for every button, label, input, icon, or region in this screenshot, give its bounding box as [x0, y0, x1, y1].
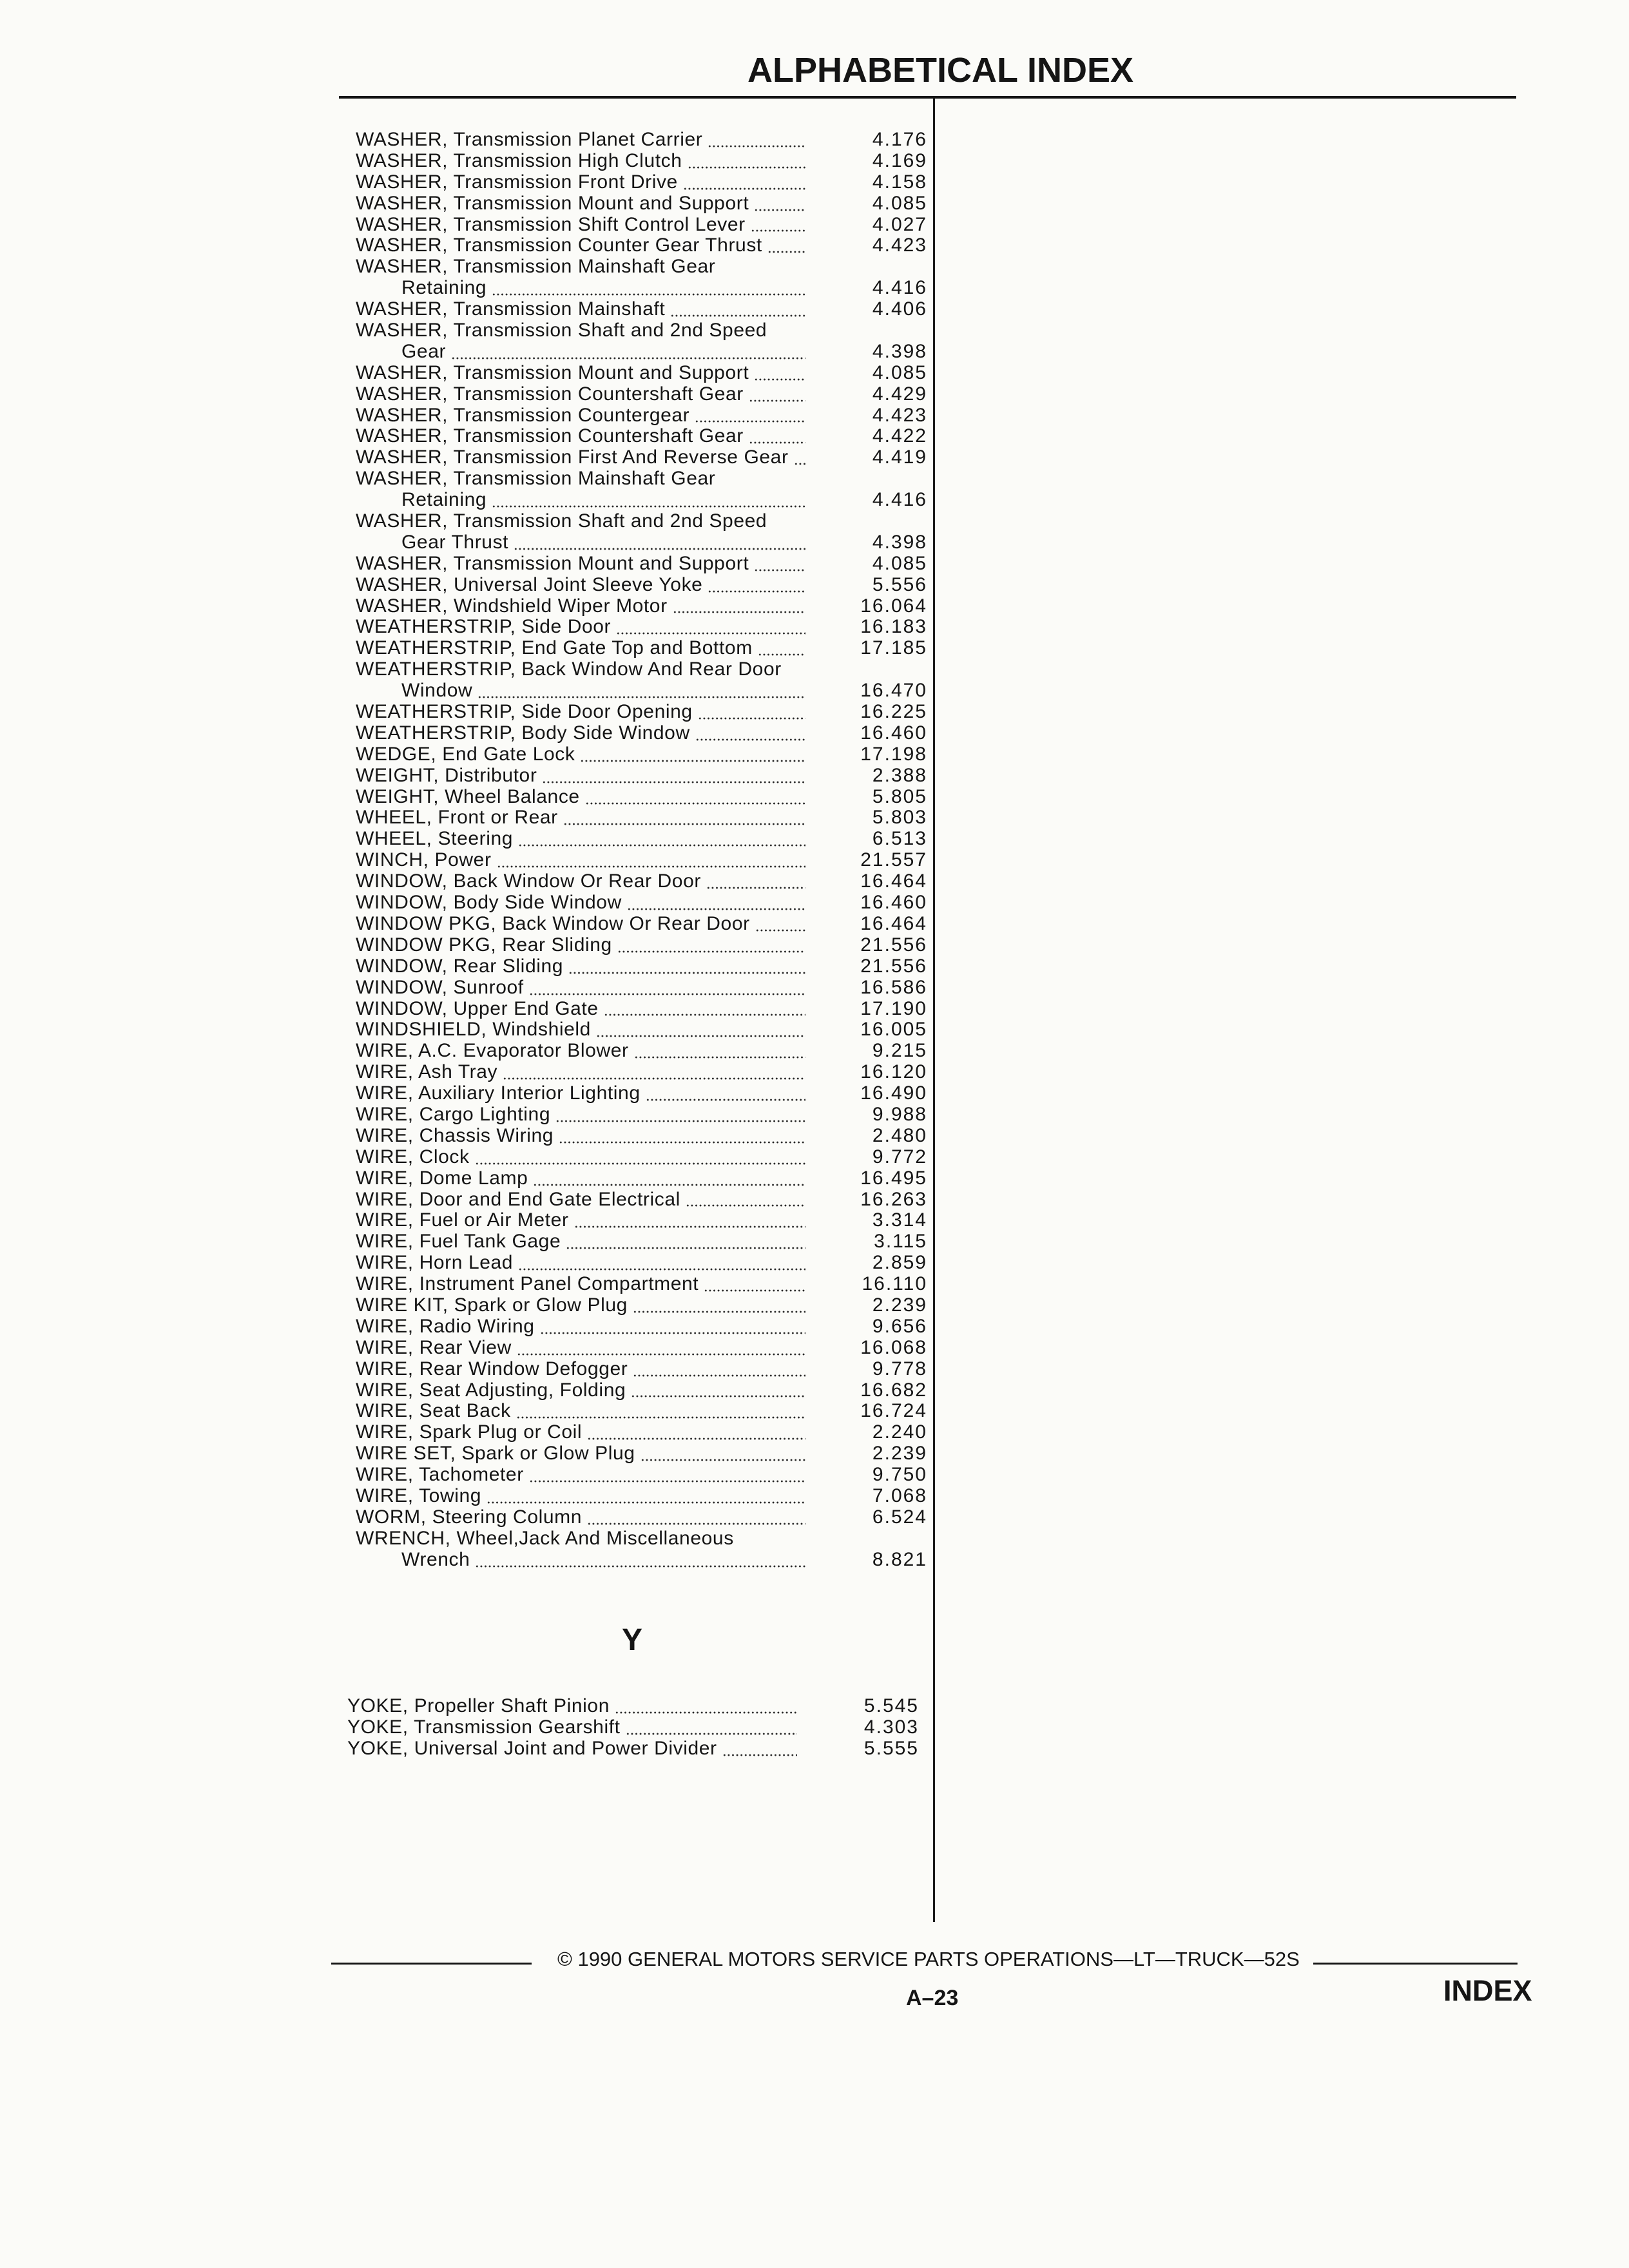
entry-name: WEATHERSTRIP, Body Side Window: [356, 722, 690, 744]
column-divider: [933, 97, 935, 1922]
entry-continued-line: [356, 1550, 927, 1571]
index-entry: [356, 787, 927, 808]
entry-name: WASHER, Transmission Front Drive: [356, 171, 678, 193]
entry-first-line: [356, 659, 927, 680]
entry-name: WINDOW, Body Side Window: [356, 892, 622, 914]
dot-leader: [722, 1754, 797, 1756]
index-entry: [356, 1062, 927, 1083]
dot-leader: [585, 802, 805, 805]
entry-name: WIRE, A.C. Evaporator Blower: [356, 1040, 629, 1062]
entry-name: WASHER, Transmission Countershaft Gear: [356, 383, 744, 405]
entry-page-ref: 2.240: [872, 1421, 927, 1443]
entry-name: WEATHERSTRIP, Side Door: [356, 616, 612, 638]
entry-page-ref: 21.556: [860, 955, 927, 977]
entry-name: WIRE, Seat Adjusting, Folding: [356, 1379, 626, 1401]
entry-name: WIRE, Fuel Tank Gage: [356, 1231, 561, 1253]
entry-name: WASHER, Transmission Shaft and 2nd Speed: [356, 510, 767, 532]
index-entry: [356, 447, 927, 468]
dot-leader: [514, 548, 805, 550]
index-entry: [356, 1359, 927, 1380]
dot-leader: [631, 1395, 805, 1398]
entry-name-continued: Gear: [401, 340, 447, 362]
entry-page-ref: 4.406: [872, 298, 927, 320]
index-entry: [356, 1401, 927, 1422]
dot-leader: [587, 1437, 805, 1440]
entry-name: WIRE, Rear Window Defogger: [356, 1358, 628, 1379]
entry-page-ref: 16.586: [860, 976, 927, 998]
index-entry: [356, 384, 927, 405]
entry-name: WINDOW, Rear Sliding: [356, 955, 564, 977]
entry-name: WIRE, Spark Plug or Coil: [356, 1421, 583, 1443]
entry-name: WINDOW PKG, Rear Sliding: [356, 934, 612, 956]
dot-leader: [517, 1353, 805, 1356]
entry-name: WASHER, Transmission Mainshaft Gear: [356, 256, 716, 278]
dot-leader: [451, 357, 805, 360]
entry-name: WINDOW, Sunroof: [356, 976, 524, 998]
index-entry: [356, 1465, 927, 1486]
index-entry: [356, 850, 927, 871]
entry-page-ref: 9.772: [872, 1146, 927, 1168]
index-entry: [356, 1147, 927, 1168]
entry-name: WIRE, Auxiliary Interior Lighting: [356, 1082, 641, 1104]
index-entry: [356, 702, 927, 723]
dot-leader: [503, 1077, 805, 1080]
entry-page-ref: 4.419: [872, 447, 927, 468]
index-entry: [356, 638, 927, 659]
dot-leader: [754, 209, 805, 211]
dot-leader: [704, 1289, 805, 1292]
entry-name: WIRE KIT, Spark or Glow Plug: [356, 1294, 628, 1316]
index-entry: [356, 1380, 927, 1401]
dot-leader: [688, 166, 805, 169]
index-entry: [356, 1507, 927, 1528]
entry-page-ref: 21.556: [860, 934, 927, 956]
entry-first-line: [356, 256, 927, 278]
dot-leader: [749, 441, 805, 444]
section-label: INDEX: [1443, 1974, 1532, 2007]
entry-continued-line: [356, 532, 927, 553]
dot-leader: [477, 696, 805, 698]
index-entry: [356, 999, 927, 1020]
index-entry: [356, 723, 927, 744]
entry-name-continued: Retaining: [401, 489, 487, 511]
index-entry: [356, 1189, 927, 1211]
dot-leader: [475, 1162, 805, 1165]
index-entry: [356, 1253, 927, 1274]
index-entry: [356, 1338, 927, 1359]
index-entry: [347, 1738, 919, 1760]
entry-name: WASHER, Transmission Mount and Support: [356, 552, 749, 574]
index-entry: [356, 765, 927, 787]
entry-name: WIRE, Rear View: [356, 1336, 512, 1358]
index-entry: [356, 914, 927, 935]
header-rule: [339, 96, 1516, 99]
entry-page-ref: 4.085: [872, 361, 927, 383]
dot-leader: [686, 1204, 805, 1207]
entry-name: WINDOW PKG, Back Window Or Rear Door: [356, 912, 750, 934]
dot-leader: [708, 145, 805, 148]
entry-name: WASHER, Transmission Mount and Support: [356, 192, 749, 214]
index-entry: [347, 1717, 919, 1738]
entry-page-ref: 4.085: [872, 552, 927, 574]
dot-leader: [794, 463, 805, 465]
entry-name: WASHER, Transmission Countergear: [356, 404, 690, 426]
entry-name: WHEEL, Steering: [356, 828, 514, 850]
index-entry: [356, 1295, 927, 1316]
entry-name: YOKE, Propeller Shaft Pinion: [347, 1695, 610, 1716]
entry-page-ref: 4.423: [872, 235, 927, 256]
footer-copyright: © 1990 GENERAL MOTORS SERVICE PARTS OPERATIONS—LT—TRUCK—52S: [557, 1948, 1300, 1970]
page-title: ALPHABETICAL INDEX: [747, 51, 1134, 90]
entry-first-line: [356, 1528, 927, 1550]
index-entry: [356, 659, 927, 702]
entry-page-ref: 17.185: [860, 637, 927, 659]
entry-name: WIRE, Fuel or Air Meter: [356, 1209, 569, 1231]
entry-name: WASHER, Universal Joint Sleeve Yoke: [356, 573, 703, 595]
index-entry: [356, 977, 927, 999]
index-entry: [356, 1316, 927, 1338]
entry-continued-line: [356, 490, 927, 511]
index-entry: [356, 1274, 927, 1295]
entry-name: WINCH, Power: [356, 849, 492, 871]
entry-page-ref: 16.682: [860, 1379, 927, 1401]
entry-page-ref: 16.470: [860, 680, 927, 702]
dot-leader: [754, 569, 805, 572]
entry-name: WINDSHIELD, Windshield: [356, 1019, 591, 1041]
entry-name-continued: Gear Thrust: [401, 531, 509, 553]
dot-leader: [641, 1459, 805, 1461]
entry-page-ref: 6.513: [872, 828, 927, 850]
entry-page-ref: 9.215: [872, 1040, 927, 1062]
entry-name: YOKE, Universal Joint and Power Divider: [347, 1737, 717, 1759]
entry-name: WIRE, Clock: [356, 1146, 470, 1168]
entry-name: WIRE SET, Spark or Glow Plug: [356, 1443, 635, 1465]
dot-leader: [749, 399, 805, 402]
entry-page-ref: 16.068: [860, 1336, 927, 1358]
entry-page-ref: 16.064: [860, 595, 927, 617]
entry-name: WEATHERSTRIP, End Gate Top and Bottom: [356, 637, 753, 659]
dot-leader: [646, 1099, 805, 1101]
entry-page-ref: 2.239: [872, 1443, 927, 1465]
entry-name: WASHER, Transmission Mainshaft: [356, 298, 666, 320]
index-entry: [356, 1486, 927, 1507]
entry-name: WORM, Steering Column: [356, 1506, 583, 1528]
entry-name: WIRE, Radio Wiring: [356, 1315, 535, 1337]
entry-first-line: [356, 511, 927, 532]
index-entry: [356, 1126, 927, 1147]
entry-page-ref: 3.314: [872, 1209, 927, 1231]
dot-leader: [542, 781, 805, 783]
entry-name: WASHER, Transmission Countershaft Gear: [356, 425, 744, 447]
dot-leader: [487, 1501, 805, 1504]
dot-leader: [627, 908, 805, 910]
index-entry: [356, 829, 927, 850]
index-entry: [356, 299, 927, 320]
entry-page-ref: 5.805: [872, 785, 927, 807]
entry-page-ref: 17.190: [860, 997, 927, 1019]
entry-name: WIRE, Horn Lead: [356, 1252, 514, 1274]
entry-name: WEATHERSTRIP, Side Door Opening: [356, 701, 693, 723]
dot-leader: [529, 993, 805, 995]
entry-page-ref: 4.423: [872, 404, 927, 426]
index-entry: [356, 363, 927, 384]
index-entry: [356, 1168, 927, 1189]
entry-page-ref: 9.656: [872, 1315, 927, 1337]
index-entry: [356, 956, 927, 977]
index-entry: [356, 405, 927, 427]
dot-leader: [533, 1184, 805, 1186]
index-entry: [356, 320, 927, 363]
index-entry: [356, 935, 927, 956]
dot-leader: [587, 1523, 805, 1525]
index-entry: [356, 426, 927, 447]
dot-leader: [626, 1733, 797, 1735]
entry-continued-line: [356, 680, 927, 702]
entry-name: WIRE, Cargo Lighting: [356, 1103, 551, 1125]
dot-leader: [670, 314, 805, 317]
index-entry: [356, 1104, 927, 1126]
entry-name: WIRE, Towing: [356, 1485, 482, 1506]
entry-page-ref: 4.422: [872, 425, 927, 447]
entry-page-ref: 6.524: [872, 1506, 927, 1528]
dot-leader: [497, 865, 805, 868]
index-entry: [356, 172, 927, 193]
entry-page-ref: 16.464: [860, 870, 927, 892]
entry-name: WASHER, Transmission Mount and Support: [356, 361, 749, 383]
entry-name: WASHER, Transmission High Clutch: [356, 149, 682, 171]
entry-page-ref: 4.027: [872, 213, 927, 235]
index-entry: [356, 1041, 927, 1062]
entry-page-ref: 4.416: [872, 489, 927, 511]
entry-name: WRENCH, Wheel,Jack And Miscellaneous: [356, 1527, 734, 1549]
entry-page-ref: 4.416: [872, 277, 927, 299]
entry-name: WINDOW, Upper End Gate: [356, 997, 599, 1019]
dot-leader: [516, 1416, 805, 1419]
index-entry: [356, 256, 927, 299]
entry-name: WIRE, Tachometer: [356, 1464, 524, 1486]
index-entry: [356, 235, 927, 256]
entry-name: WASHER, Transmission Mainshaft Gear: [356, 468, 716, 490]
entry-page-ref: 4.303: [863, 1716, 919, 1738]
entry-page-ref: 4.398: [872, 531, 927, 553]
index-entry: [356, 575, 927, 596]
index-entry: [356, 1443, 927, 1465]
index-entry: [356, 193, 927, 215]
index-entry: [356, 1231, 927, 1253]
index-entry: [356, 808, 927, 829]
footer-rule-right: [1313, 1963, 1518, 1965]
entry-page-ref: 16.460: [860, 722, 927, 744]
dot-leader: [767, 251, 805, 253]
entry-page-ref: 9.778: [872, 1358, 927, 1379]
dot-leader: [708, 590, 805, 593]
page-number: A–23: [906, 1986, 959, 2010]
entry-page-ref: 5.545: [863, 1695, 919, 1716]
entry-name-continued: Wrench: [401, 1548, 470, 1570]
entry-continued-line: [356, 278, 927, 299]
index-entry: [356, 151, 927, 172]
entry-name: WIRE, Ash Tray: [356, 1061, 498, 1083]
entry-page-ref: 7.068: [872, 1485, 927, 1506]
footer-rule-left: [331, 1963, 532, 1965]
entry-name: WINDOW, Back Window Or Rear Door: [356, 870, 701, 892]
entry-page-ref: 16.120: [860, 1061, 927, 1083]
dot-leader: [706, 887, 805, 889]
index-entry: [356, 871, 927, 892]
entry-page-ref: 16.724: [860, 1400, 927, 1422]
entry-name-continued: Retaining: [401, 277, 487, 299]
index-entry: [347, 1696, 919, 1717]
entry-page-ref: 16.490: [860, 1082, 927, 1104]
entry-page-ref: 16.183: [860, 616, 927, 638]
index-entry: [356, 511, 927, 553]
entry-first-line: [356, 468, 927, 490]
dot-leader: [555, 1120, 805, 1122]
index-entry: [356, 1528, 927, 1571]
entry-page-ref: 21.557: [860, 849, 927, 871]
entry-page-ref: 2.388: [872, 764, 927, 786]
entry-page-ref: 5.556: [872, 573, 927, 595]
index-entry: [356, 1083, 927, 1104]
dot-leader: [695, 420, 805, 423]
dot-leader: [492, 505, 805, 508]
dot-leader: [596, 1035, 805, 1037]
dot-leader: [695, 738, 805, 741]
dot-leader: [758, 653, 805, 656]
section-y-column: [347, 1696, 919, 1760]
entry-page-ref: 4.169: [872, 149, 927, 171]
entry-page-ref: 2.859: [872, 1252, 927, 1274]
dot-leader: [683, 187, 805, 190]
entry-page-ref: 16.495: [860, 1167, 927, 1189]
entry-name: WEIGHT, Distributor: [356, 764, 537, 786]
dot-leader: [617, 950, 805, 953]
dot-leader: [475, 1565, 805, 1568]
entry-name: WEATHERSTRIP, Back Window And Rear Door: [356, 658, 782, 680]
index-entry: [356, 892, 927, 914]
entry-name: WASHER, Transmission First And Reverse Gear: [356, 447, 789, 468]
entry-page-ref: 2.480: [872, 1124, 927, 1146]
entry-name: WIRE, Instrument Panel Compartment: [356, 1273, 699, 1295]
entry-continued-line: [356, 341, 927, 363]
dot-leader: [634, 1056, 805, 1059]
dot-leader: [518, 1268, 805, 1271]
index-entry: [356, 553, 927, 575]
dot-leader: [616, 632, 805, 635]
entry-page-ref: 8.821: [872, 1548, 927, 1570]
entry-first-line: [356, 320, 927, 341]
dot-leader: [540, 1332, 805, 1334]
dot-leader: [574, 1225, 805, 1228]
entry-page-ref: 16.460: [860, 892, 927, 914]
dot-leader: [563, 823, 805, 825]
entry-name: WEIGHT, Wheel Balance: [356, 785, 580, 807]
entry-page-ref: 2.239: [872, 1294, 927, 1316]
entry-page-ref: 4.398: [872, 340, 927, 362]
dot-leader: [604, 1014, 805, 1016]
entry-page-ref: 5.555: [863, 1737, 919, 1759]
index-entry: [356, 1210, 927, 1231]
dot-leader: [559, 1141, 805, 1144]
entry-page-ref: 16.263: [860, 1188, 927, 1210]
entry-page-ref: 5.803: [872, 807, 927, 829]
dot-leader: [755, 929, 805, 932]
entry-page-ref: 4.429: [872, 383, 927, 405]
index-column: [356, 130, 927, 1571]
entry-name: WASHER, Transmission Shaft and 2nd Speed: [356, 320, 767, 341]
entry-page-ref: 4.176: [872, 128, 927, 150]
index-entry: [356, 215, 927, 236]
entry-name: WASHER, Windshield Wiper Motor: [356, 595, 668, 617]
entry-name: WEDGE, End Gate Lock: [356, 743, 575, 765]
entry-page-ref: 9.988: [872, 1103, 927, 1125]
dot-leader: [751, 229, 805, 232]
entry-page-ref: 16.464: [860, 912, 927, 934]
index-entry: [356, 1422, 927, 1443]
index-entry: [356, 130, 927, 151]
index-entry: [356, 596, 927, 617]
entry-name: WIRE, Seat Back: [356, 1400, 511, 1422]
entry-name: WASHER, Transmission Shift Control Lever: [356, 213, 746, 235]
dot-leader: [492, 293, 805, 296]
index-entry: [356, 617, 927, 638]
entry-page-ref: 4.158: [872, 171, 927, 193]
entry-page-ref: 17.198: [860, 743, 927, 765]
index-entry: [356, 744, 927, 765]
entry-name: WASHER, Transmission Counter Gear Thrust: [356, 235, 762, 256]
entry-page-ref: 16.005: [860, 1019, 927, 1041]
entry-page-ref: 16.110: [862, 1273, 927, 1295]
entry-name: YOKE, Transmission Gearshift: [347, 1716, 621, 1738]
dot-leader: [615, 1711, 797, 1714]
entry-page-ref: 3.115: [874, 1231, 927, 1253]
dot-leader: [566, 1247, 805, 1249]
entry-name: WHEEL, Front or Rear: [356, 807, 558, 829]
dot-leader: [754, 378, 805, 381]
section-letter-heading: Y: [622, 1623, 643, 1657]
entry-page-ref: 4.085: [872, 192, 927, 214]
entry-name: WASHER, Transmission Planet Carrier: [356, 128, 703, 150]
index-entry: [356, 1019, 927, 1041]
dot-leader: [518, 844, 805, 847]
entry-page-ref: 16.225: [860, 701, 927, 723]
entry-name: WIRE, Door and End Gate Electrical: [356, 1188, 680, 1210]
entry-name: WIRE, Chassis Wiring: [356, 1124, 554, 1146]
entry-page-ref: 9.750: [872, 1464, 927, 1486]
dot-leader: [529, 1480, 805, 1483]
dot-leader: [633, 1374, 805, 1377]
entry-name-continued: Window: [401, 680, 473, 702]
dot-leader: [633, 1311, 805, 1313]
dot-leader: [568, 972, 805, 974]
dot-leader: [580, 760, 805, 762]
dot-leader: [673, 611, 805, 613]
index-entry: [356, 468, 927, 511]
entry-name: WIRE, Dome Lamp: [356, 1167, 528, 1189]
dot-leader: [698, 717, 805, 720]
